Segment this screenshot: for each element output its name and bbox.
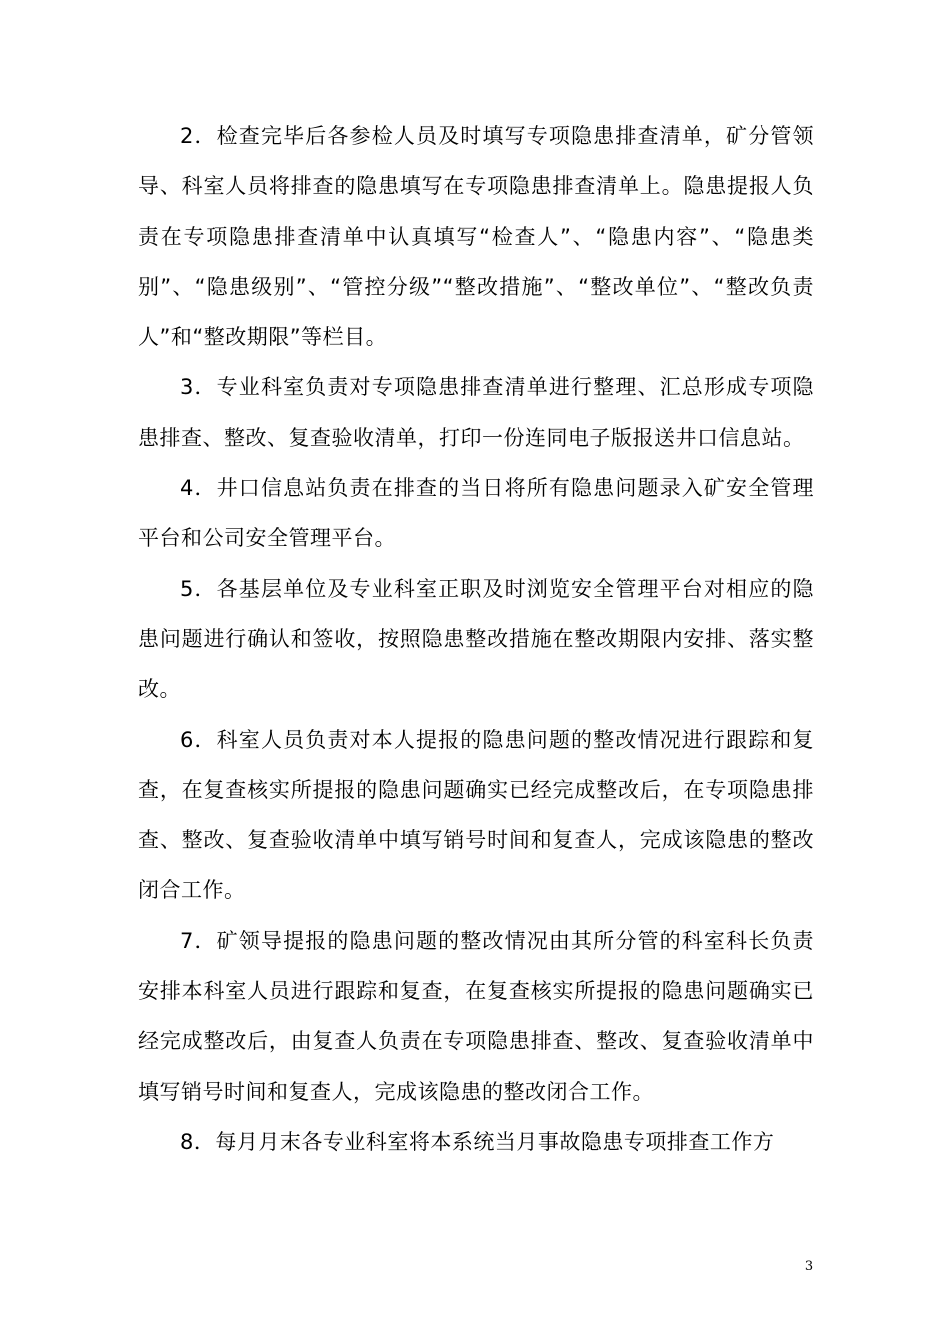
paragraph-item-6: 6．科室人员负责对本人提报的隐患问题的整改情况进行跟踪和复查，在复查核实所提报的隐患问题确实已经完成整改后，在专项隐患排查、整改、复查验收清单中填写销号时间和复查人，完成该隐患的整改闭合工作。 (138, 727, 814, 903)
page-number: 3 (804, 1259, 814, 1274)
paragraph-item-7: 7．矿领导提报的隐患问题的整改情况由其所分管的科室科长负责安排本科室人员进行跟踪和复查，在复查核实所提报的隐患问题确实已经完成整改后，由复查人负责在专项隐患排查、整改、复查验收清单中填写销号时间和复查人，完成该隐患的整改闭合工作。 (138, 928, 814, 1104)
document-body (138, 111, 814, 1167)
paragraph-item-8: 8．每月月末各专业科室将本系统当月事故隐患专项排查工作方 (180, 1129, 775, 1154)
paragraph-item-5: 5．各基层单位及专业科室正职及时浏览安全管理平台对相应的隐患问题进行确认和签收，按照隐患整改措施在整改期限内安排、落实整改。 (138, 576, 814, 702)
paragraph-item-4: 4．井口信息站负责在排查的当日将所有隐患问题录入矿安全管理平台和公司安全管理平台。 (138, 476, 814, 551)
paragraph-item-2: 2．检查完毕后各参检人员及时填写专项隐患排查清单，矿分管领导、科室人员将排查的隐患填写在专项隐患排查清单上。隐患提报人负责在专项隐患排查清单中认真填写“检查人”、“隐患内容”、“隐患类别”、“隐患级别”、“管控分级”“整改措施”、“整改单位”、“整改负责人”和“整改期限”等栏目。 (138, 124, 814, 350)
paragraph-item-3: 3．专业科室负责对专项隐患排查清单进行整理、汇总形成专项隐患排查、整改、复查验收清单，打印一份连同电子版报送井口信息站。 (138, 375, 814, 450)
